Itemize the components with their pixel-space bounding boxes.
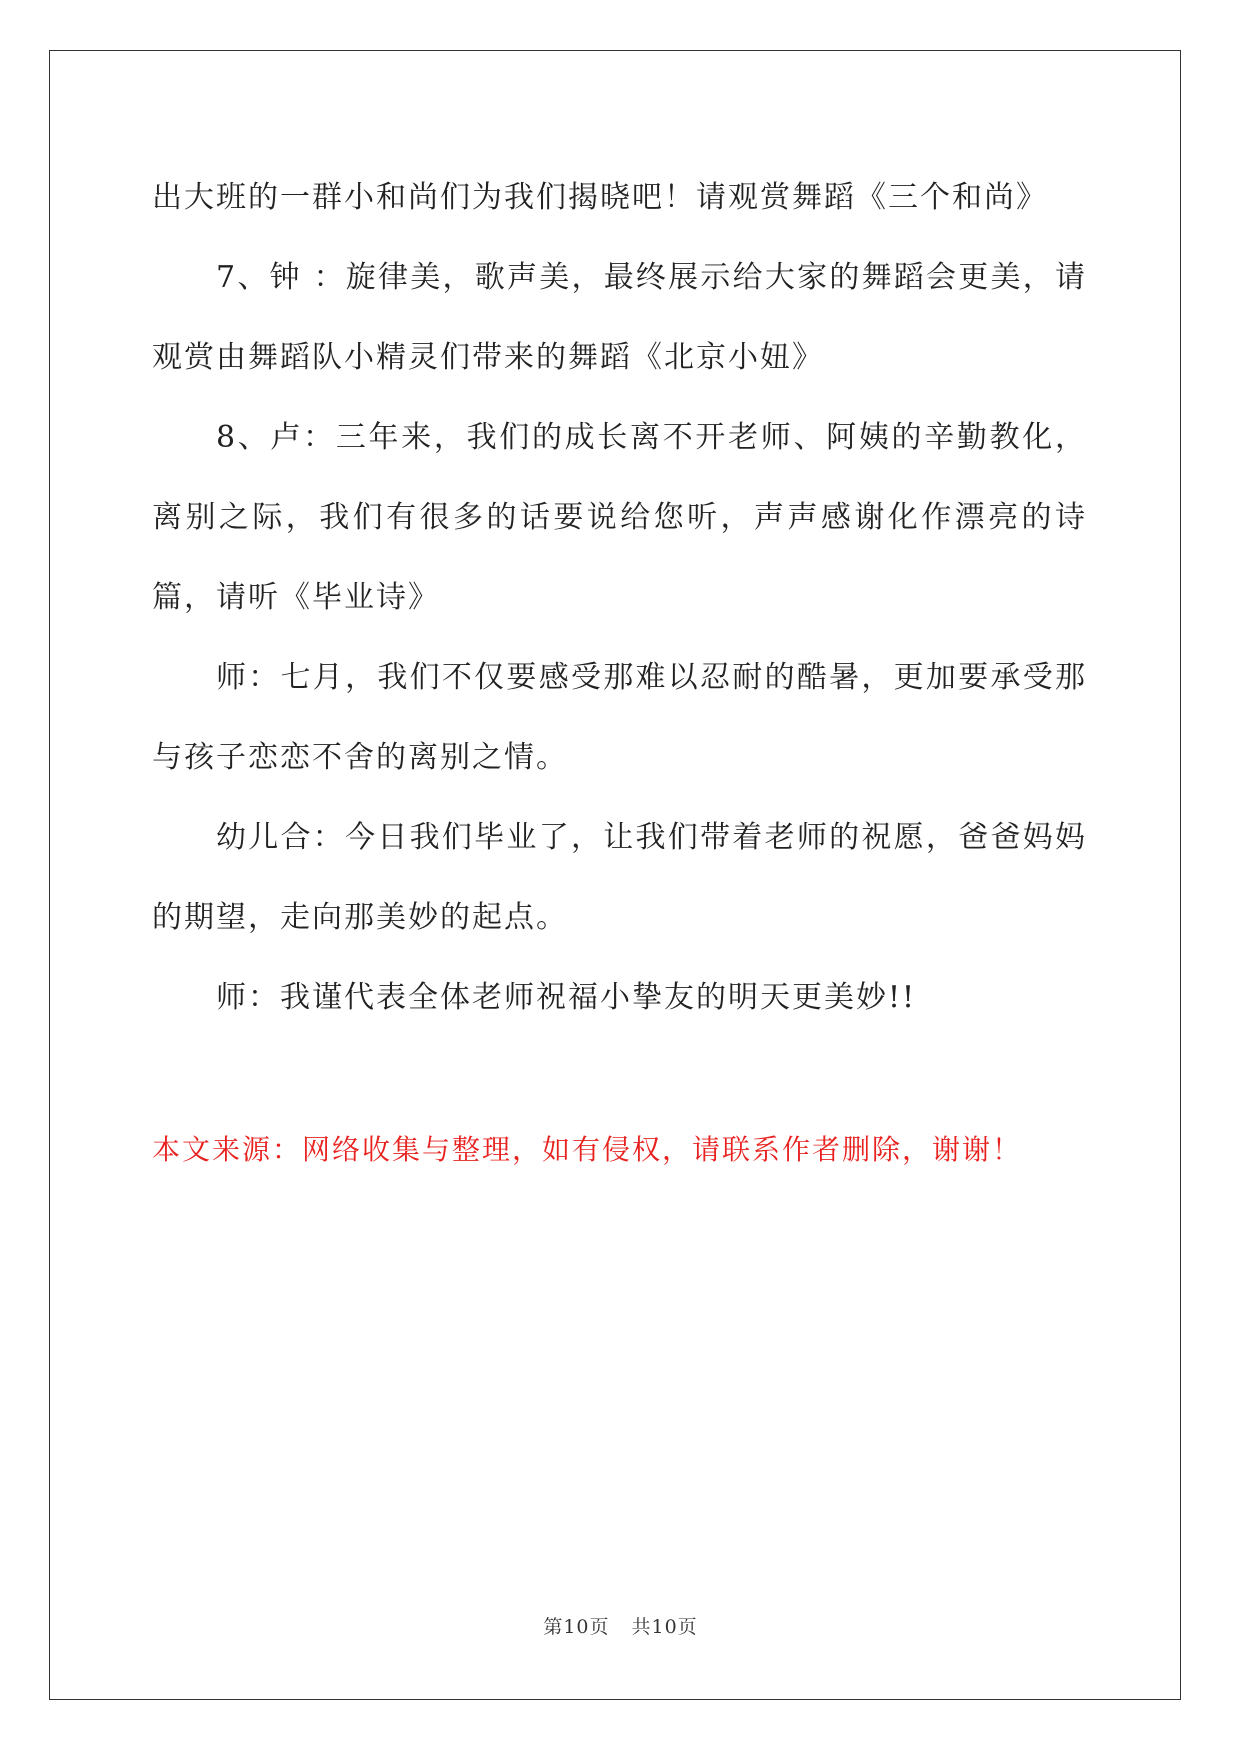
paragraph-3: 8、卢：三年来，我们的成长离不开老师、阿姨的辛勤教化，离别之际，我们有很多的话要说给您听，声声感谢化作漂亮的诗篇，请听《毕业诗》	[152, 420, 1087, 615]
paragraph-5: 幼儿合：今日我们毕业了，让我们带着老师的祝愿，爸爸妈妈的期望，走向那美妙的起点。	[152, 820, 1087, 935]
document-body	[152, 158, 1087, 1038]
source-note: 本文来源：网络收集与整理，如有侵权，请联系作者删除，谢谢！	[152, 1133, 1023, 1166]
paragraph-6: 师：我谨代表全体老师祝福小挚友的明天更美妙!!	[216, 980, 917, 1015]
paragraph-4: 师：七月，我们不仅要感受那难以忍耐的酷暑，更加要承受那与孩子恋恋不舍的离别之情。	[152, 660, 1087, 775]
paragraph-1: 出大班的一群小和尚们为我们揭晓吧！请观赏舞蹈《三个和尚》	[152, 180, 1048, 215]
current-page-number: 第10页	[543, 1616, 610, 1638]
total-pages: 共10页	[631, 1616, 698, 1638]
paragraph-2: 7、钟 ：旋律美，歌声美，最终展示给大家的舞蹈会更美，请观赏由舞蹈队小精灵们带来的舞蹈《北京小妞》	[152, 260, 1087, 375]
page-footer	[0, 1612, 1241, 1639]
